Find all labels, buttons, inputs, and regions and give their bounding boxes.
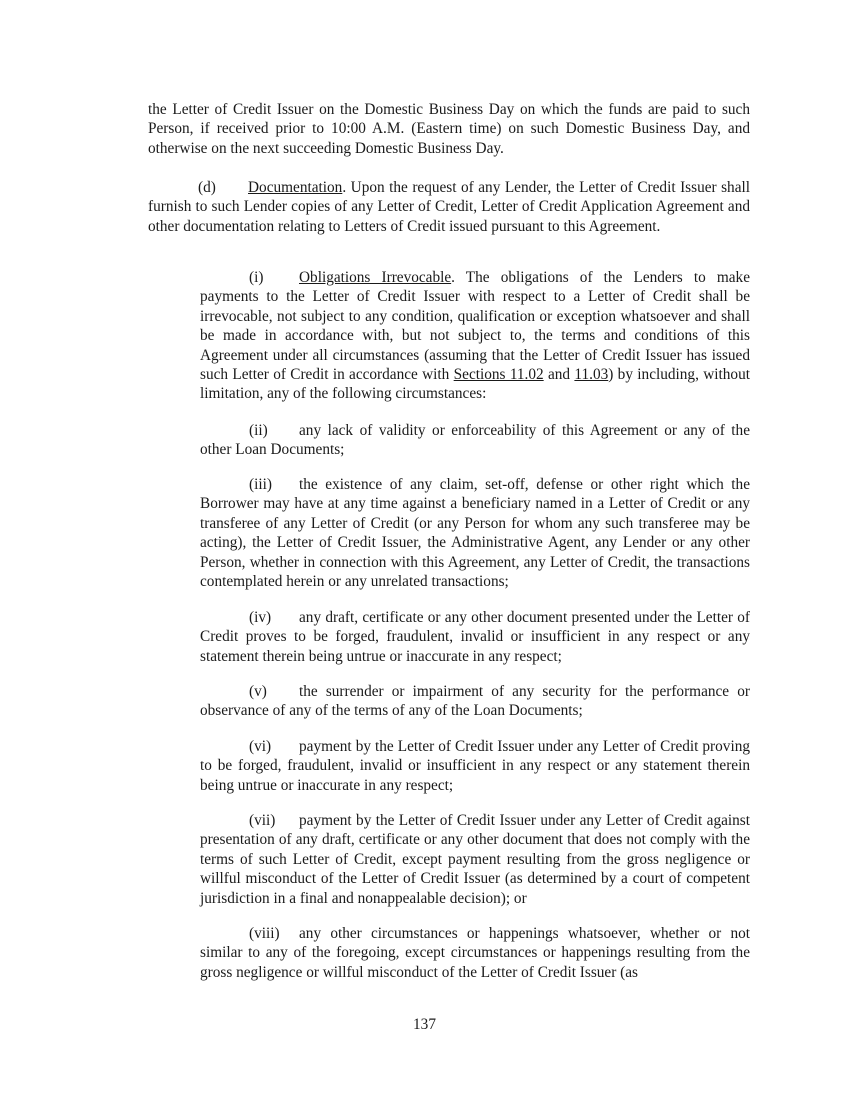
paragraph-v (200, 682, 750, 721)
section-heading: Obligations Irrevocable (299, 269, 452, 286)
paragraph-text: any other circumstances or happenings whatsoever, whether or not similar to any of the foregoing, except circumstances or happenings resulting from the gross negligence or willful misconduct of the Letter of Credit Issuer (as (200, 925, 750, 981)
paragraph-text: any draft, certificate or any other document presented under the Letter of Credit proves to be forged, fraudulent, invalid or insufficient in any respect or any statement therein being untrue or inaccurate in any respect; (200, 609, 750, 665)
paragraph-marker: (d) (198, 179, 216, 196)
paragraph-marker: (ii) (249, 422, 268, 439)
paragraph-text: . The obligations of the Lenders to make payments to the Letter of Credit Issuer with respect to a Letter of Credit shall be irrevocable, not subject to any condition, qualification or exception whatsoever and shall be made in accordance with, but not subject to, the terms and conditions of this Agreement under all circumstances (assuming that the Letter of Credit Issuer has issued such Letter of Credit in accordance with (200, 269, 750, 384)
paragraph-iii (200, 475, 750, 591)
paragraph-text: payment by the Letter of Credit Issuer under any Letter of Credit proving to be forged, fraudulent, invalid or insufficient in any respect or any statement therein being untrue or inaccurate in any respect; (200, 738, 750, 794)
paragraph-text: . Upon the request of any Lender, the Letter of Credit Issuer shall furnish to such Lender copies of any Letter of Credit, Letter of Credit Application Agreement and other documentation relating to Letters of Credit issued pursuant to this Agreement. (148, 179, 750, 235)
paragraph-continuation (148, 100, 750, 158)
paragraph-marker: (iii) (249, 476, 272, 493)
section-reference: 11.03 (574, 366, 609, 384)
paragraph-ii (200, 421, 750, 460)
section-heading: Documentation (248, 179, 343, 196)
paragraph-text: the surrender or impairment of any security for the performance or observance of any of the terms of any of the Loan Documents; (200, 683, 750, 720)
paragraph-marker: (i) (249, 269, 264, 286)
paragraph-text: payment by the Letter of Credit Issuer under any Letter of Credit against presentation of any draft, certificate or any other document that does not comply with the terms of such Letter of Credit, except payment resulting from the gross negligence or willful misconduct of the Letter of Credit Issuer (as determined by a court of competent jurisdiction in a final and nonappealable decision); or (200, 812, 750, 907)
paragraph-marker: (iv) (249, 609, 272, 626)
paragraph-text: the Letter of Credit Issuer on the Domestic Business Day on which the funds are paid to such Person, if received prior to 10:00 A.M. (Eastern time) on such Domestic Business Day, and otherwise on the next succeeding Domestic Business Day. (148, 101, 750, 157)
paragraph-vii (200, 811, 750, 908)
paragraph-iv (200, 608, 750, 666)
paragraph-text: any lack of validity or enforceability of this Agreement or any of the other Loan Documents; (200, 422, 750, 459)
paragraph-marker: (vi) (249, 738, 272, 755)
paragraph-text: ) by including, without limitation, any of the following circumstances: (200, 366, 750, 403)
paragraph-viii (200, 924, 750, 982)
paragraph-d-documentation (148, 178, 750, 236)
paragraph-text: and (543, 366, 575, 384)
paragraph-text: the existence of any claim, set-off, defense or other right which the Borrower may have at any time against a beneficiary named in a Letter of Credit or any transferee of any Letter of Credit (or any Person for whom any such transferee may be acting), the Letter of Credit Issuer, the Administrative Agent, any Lender or any other Person, whether in connection with this Agreement, any Letter of Credit, the transactions contemplated herein or any unrelated transactions; (200, 476, 750, 591)
paragraph-i-obligations-irrevocable (200, 268, 750, 404)
paragraph-marker: (viii) (249, 925, 280, 942)
paragraph-marker: (v) (249, 683, 267, 700)
paragraph-vi (200, 737, 750, 795)
page-number: 137 (413, 1016, 436, 1033)
section-reference: Sections 11.02 (453, 366, 544, 384)
paragraph-marker: (vii) (249, 812, 276, 829)
